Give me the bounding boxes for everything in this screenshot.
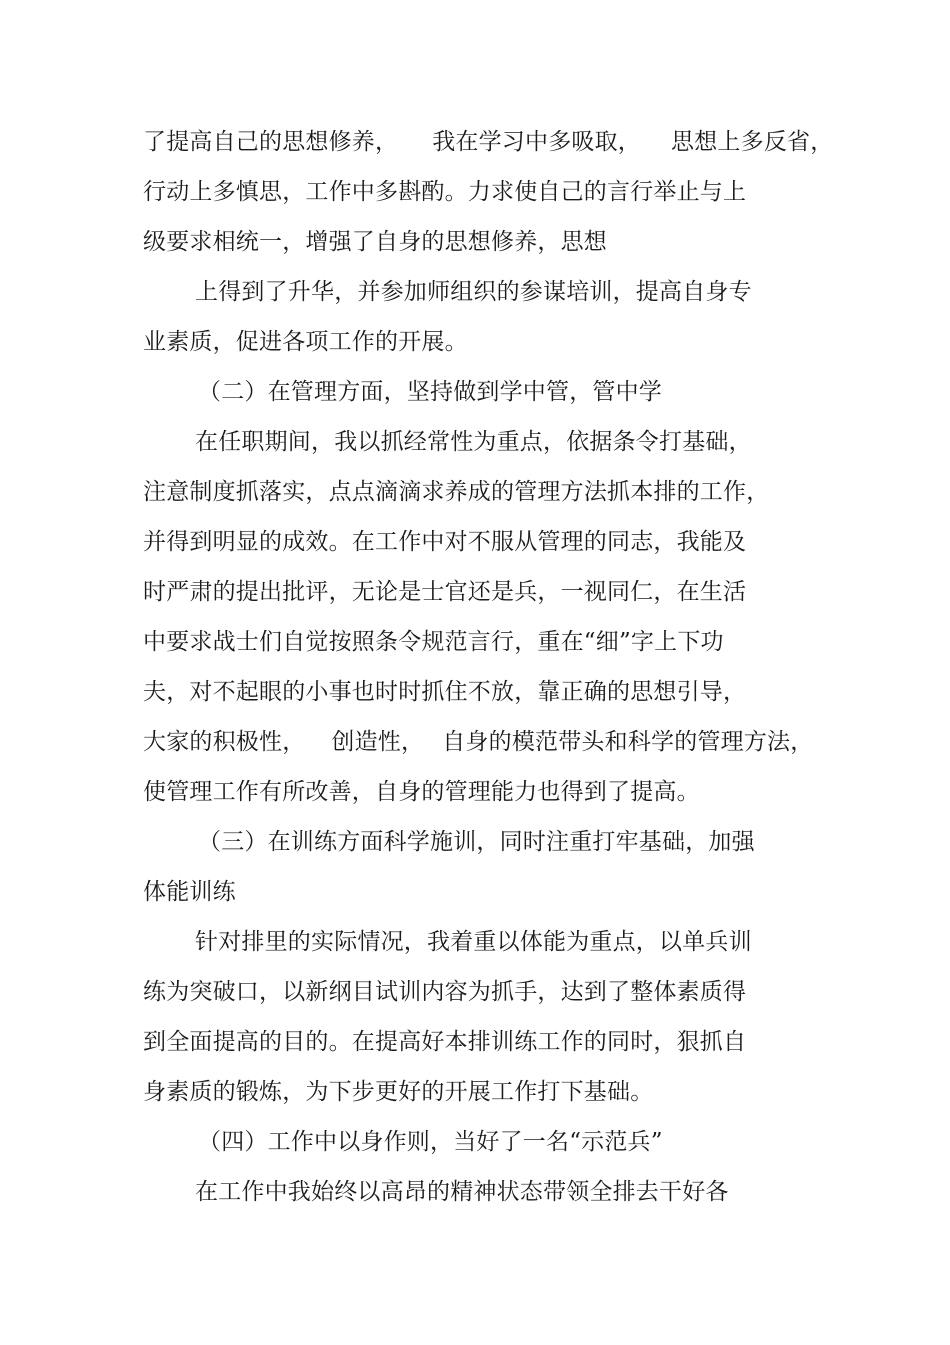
section-heading-3: （三）在训练方面科学施训，同时注重打牢基础，加强 (198, 829, 755, 855)
text-line-1 (143, 124, 833, 160)
text-line-7: 在任职期间，我以抓经常性为重点，依据条令打基础， (195, 429, 752, 455)
section-heading-2: （二）在管理方面，坚持做到学中管，管中学 (198, 379, 662, 405)
text-line-9: 并得到明显的成效。在工作中对不服从管理的同志，我能及 (143, 529, 747, 555)
text-line-8: 注意制度抓落实，点点滴滴求养成的管理方法抓本排的工作， (143, 479, 770, 505)
text-line-12: 夫，对不起眼的小事也时时抓住不放，靠正确的思想引导， (143, 679, 747, 705)
text-line-3: 级要求相统一，增强了自身的思想修养，思想 (143, 229, 607, 255)
text-segment: 创造性， (331, 729, 425, 755)
text-segment: 大家的积极性， (143, 729, 306, 755)
text-segment: 思想上多反省， (671, 129, 834, 155)
text-line-19: 到全面提高的目的。在提高好本排训练工作的同时，狠抓自 (143, 1029, 747, 1055)
text-line-16: 体能训练 (143, 879, 236, 905)
text-line-14: 使管理工作有所改善，自身的管理能力也得到了提高。 (143, 779, 700, 805)
text-line-22: 在工作中我始终以高昂的精神状态带领全排去干好各 (195, 1179, 729, 1205)
section-heading-4: （四）工作中以身作则，当好了一名“示范兵” (198, 1129, 663, 1155)
text-segment: 了提高自己的思想修养， (143, 129, 399, 155)
text-line-2: 行动上多慎思，工作中多斟酌。力求使自己的言行举止与上 (143, 179, 747, 205)
text-line-5: 业素质，促进各项工作的开展。 (143, 329, 468, 355)
text-line-20: 身素质的锻炼，为下步更好的开展工作打下基础。 (143, 1079, 654, 1105)
text-line-10: 时严肃的提出批评，无论是士官还是兵，一视同仁，在生活 (143, 579, 747, 605)
text-line-4: 上得到了升华，并参加师组织的参谋培训，提高自身专 (195, 279, 752, 305)
text-segment: 自身的模范带头和科学的管理方法， (442, 729, 814, 755)
text-line-17: 针对排里的实际情况，我着重以体能为重点，以单兵训 (195, 929, 752, 955)
text-line-18: 练为突破口，以新纲目试训内容为抓手，达到了整体素质得 (143, 979, 747, 1005)
text-line-11: 中要求战士们自觉按照条令规范言行，重在“细”字上下功 (143, 629, 724, 655)
text-segment: 我在学习中多吸取， (432, 129, 642, 155)
text-line-13 (143, 724, 813, 760)
